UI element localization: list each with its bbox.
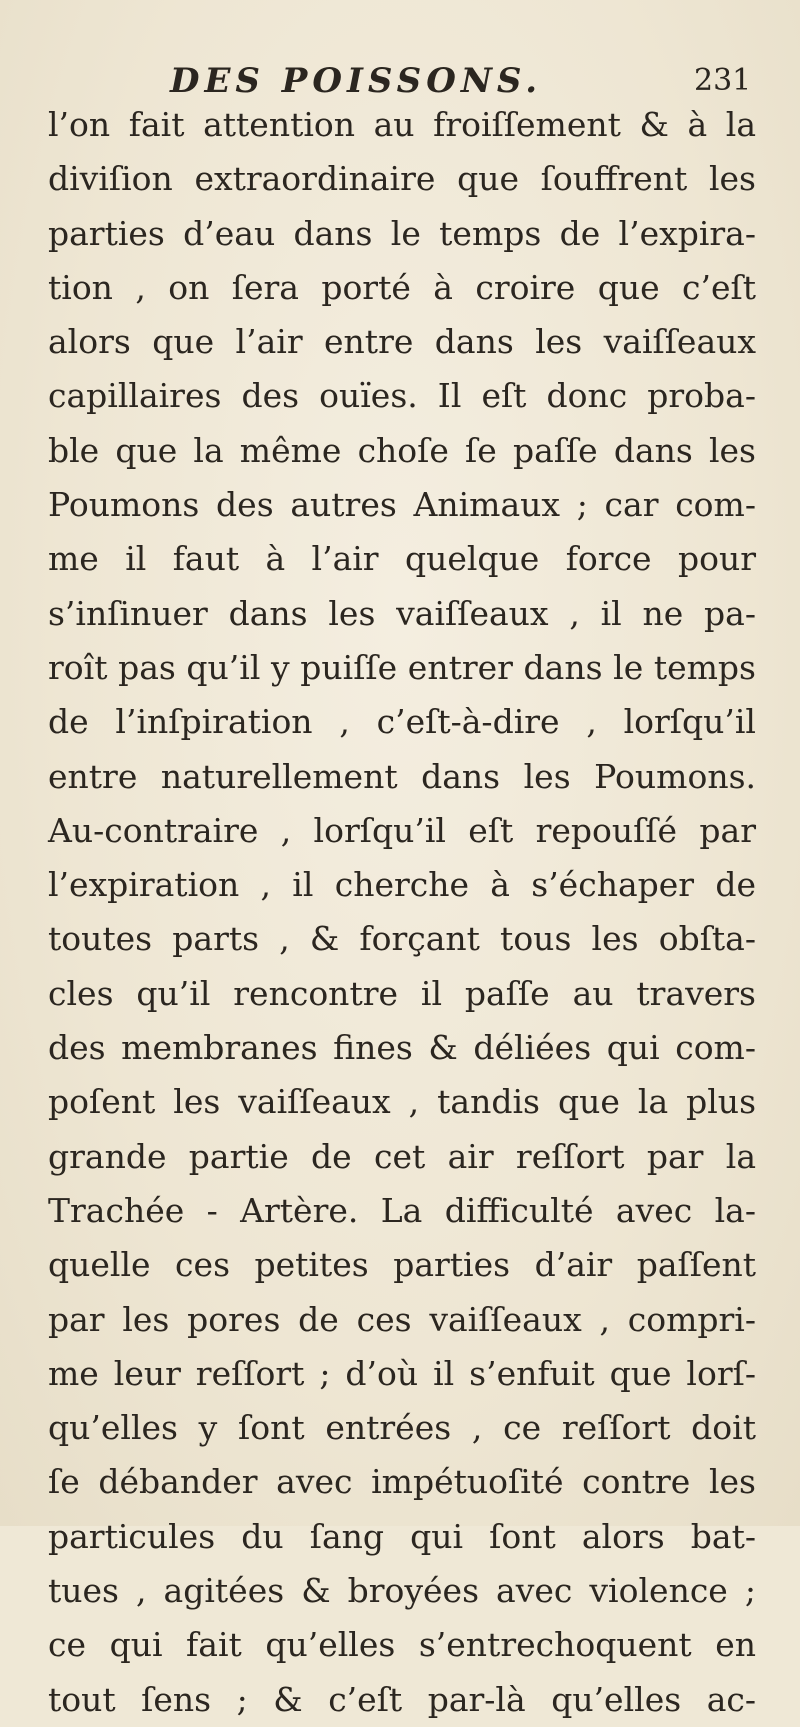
text-line: Poumons des autres Animaux ; car com- <box>48 485 756 525</box>
text-line: me il faut à l’air quelque force pour <box>48 539 756 579</box>
text-line: Au-contraire , lorſqu’il eſt repouſſé par <box>48 810 756 850</box>
text-line: par les pores de ces vaiſſeaux , compri- <box>48 1299 756 1339</box>
text-line: me leur reſſort ; d’où il s’enfuit que lorſ- <box>48 1353 756 1393</box>
text-line: grande partie de cet air reſſort par la <box>48 1136 756 1176</box>
text-line: diviſion extraordinaire que ſouffrent les <box>48 159 756 199</box>
text-line: particules du ſang qui ſont alors bat- <box>48 1516 756 1556</box>
text-line: cles qu’il rencontre il paſſe au travers <box>48 973 756 1013</box>
text-line: l’expiration , il cherche à s’échaper de <box>48 865 756 905</box>
text-line: tout ſens ; & c’eſt par-là qu’elles ac- <box>48 1679 756 1719</box>
running-title: DES POISSONS. <box>170 61 543 101</box>
text-line: l’on fait attention au froiſſement & à la <box>48 105 756 144</box>
text-line: des membranes fines & déliées qui com- <box>48 1028 756 1068</box>
text-line: poſent les vaiſſeaux , tandis que la plus <box>48 1082 756 1122</box>
text-line: parties d’eau dans le temps de l’expira- <box>48 213 756 253</box>
text-line: capillaires des ouïes. Il eſt donc proba- <box>48 376 756 416</box>
text-line: tion , on ſera porté à croire que c’eſt <box>48 267 756 307</box>
text-line: toutes parts , & forçant tous les obſta- <box>48 919 756 959</box>
text-line: ce qui fait qu’elles s’entrechoquent en <box>48 1625 756 1665</box>
text-line: de l’inſpiration , c’eſt-à-dire , lorſqu’il <box>48 702 756 742</box>
text-line: ſe débander avec impétuoſité contre les <box>48 1462 756 1502</box>
text-line: alors que l’air entre dans les vaiſſeaux <box>48 322 756 362</box>
text-line: qu’elles y ſont entrées , ce reſſort doit <box>48 1408 756 1448</box>
text-line: quelle ces petites parties d’air paſſent <box>48 1245 756 1285</box>
text-line: tues , agitées & broyées avec violence ; <box>48 1571 756 1611</box>
text-line: s’inſinuer dans les vaiſſeaux , il ne pa- <box>48 593 756 633</box>
body-text <box>48 98 756 1727</box>
text-line: roît pas qu’il y puiſſe entrer dans le temps <box>48 647 756 687</box>
text-line: entre naturellement dans les Poumons. <box>48 756 756 796</box>
text-line: ble que la même choſe ſe paſſe dans les <box>48 430 756 470</box>
page-number: 231 <box>694 63 752 98</box>
text-line: Trachée - Artère. La difficulté avec la- <box>48 1190 756 1230</box>
